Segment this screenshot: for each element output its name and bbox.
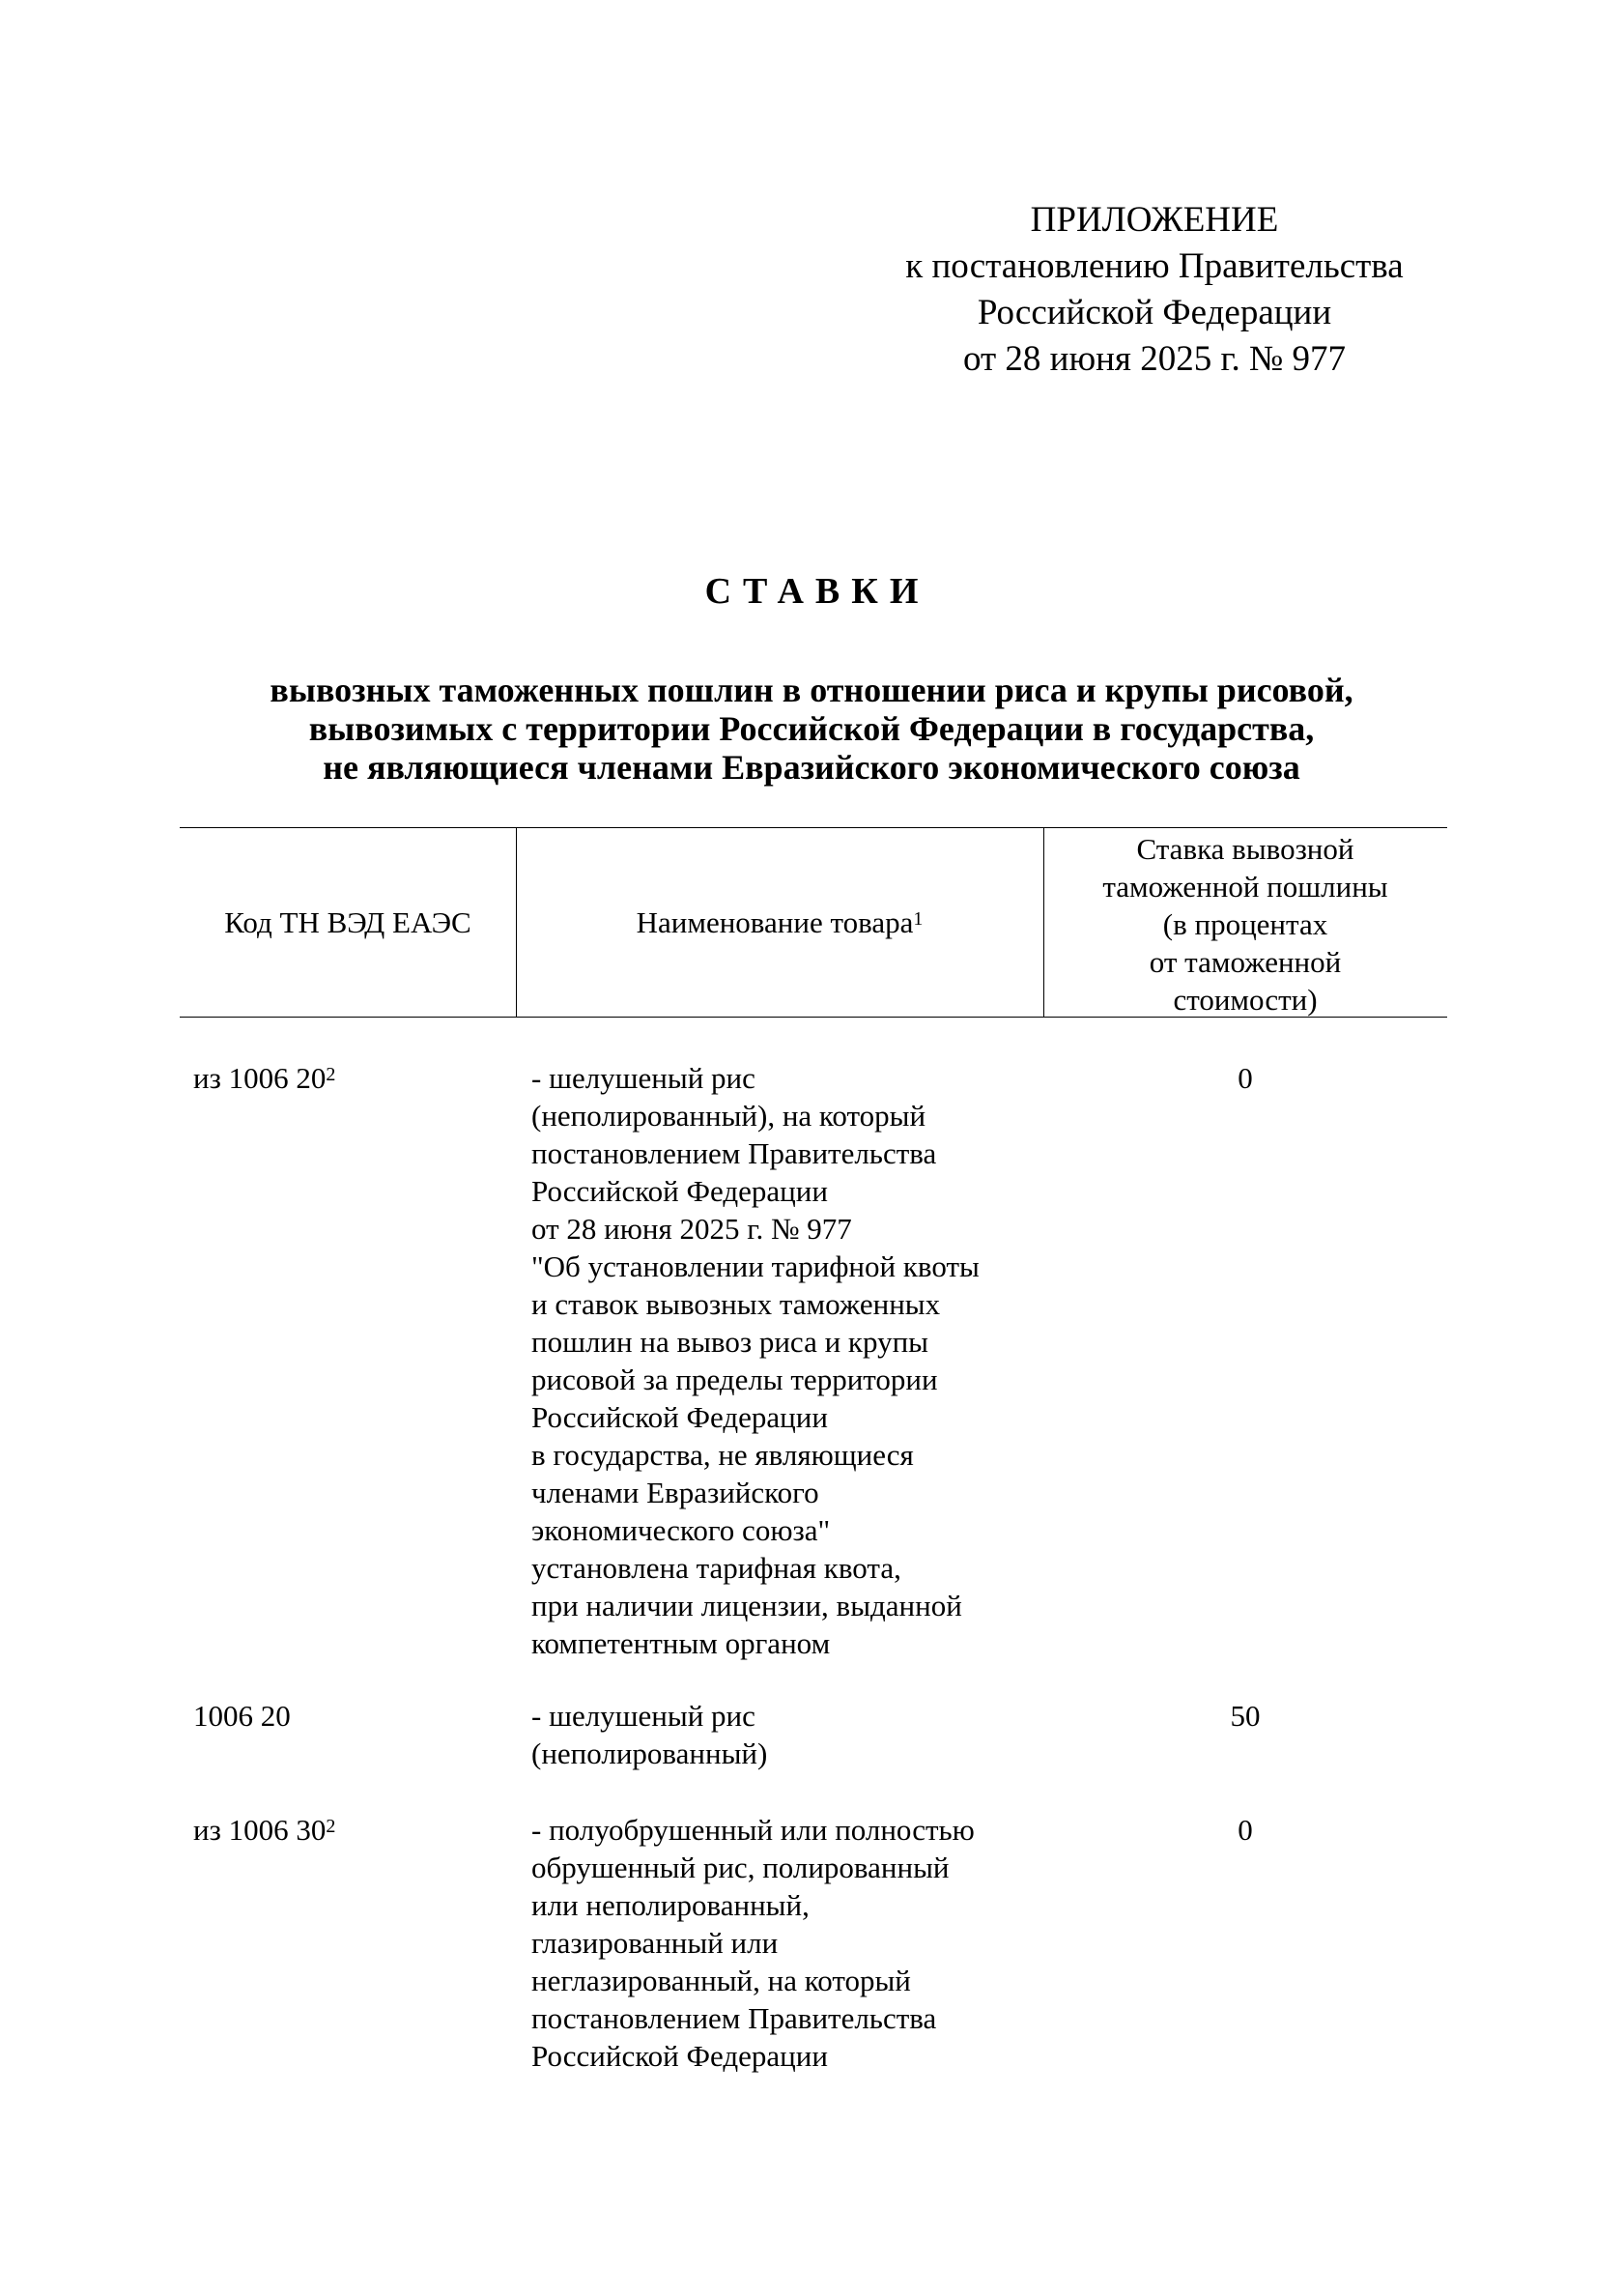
row-1-code bbox=[193, 1059, 335, 1097]
row-1-rate: 0 bbox=[1238, 1061, 1253, 1095]
row-code: 1006 20 bbox=[193, 1699, 291, 1733]
header-name-footnote: 1 bbox=[913, 908, 924, 930]
appendix-title: ПРИЛОЖЕНИЕ bbox=[1030, 200, 1279, 240]
header-rate-line: от таможенной bbox=[1149, 945, 1342, 979]
appendix-line: к постановлению Правительства bbox=[905, 246, 1404, 286]
row-3-rate: 0 bbox=[1238, 1813, 1253, 1847]
row-2-description: - шелушеный рис (неполированный) bbox=[531, 1699, 768, 1770]
document-subtitle: вывозных таможенных пошлин в отношении риса и крупы рисовой, вывозимых с территории Российской Федерации в государства, не являющиеся членами Евразийского экономического союза bbox=[270, 671, 1353, 787]
header-rate bbox=[1043, 830, 1447, 1019]
row-3-code bbox=[193, 1811, 335, 1849]
appendix-date: от 28 июня 2025 г. № 977 bbox=[963, 339, 1346, 379]
header-code bbox=[180, 904, 516, 941]
document-title: СТАВКИ bbox=[704, 571, 930, 612]
appendix-line: Российской Федерации bbox=[977, 293, 1332, 332]
row-1-description: - шелушеный рис (неполированный), на который постановлением Правительства Российской Федерации от 28 июня 2025 г. № 977 "Об установлении тарифной квоты и ставок вывозных таможенных пошлин на вывоз риса и крупы рисовой за пределы территории Российской Федерации в государства, не являющиеся членами Евразийского экономического союза" установлена тарифная квота, при наличии лицензии, выданной компетентным органом bbox=[531, 1061, 980, 1660]
row-code-footnote: 2 bbox=[326, 1816, 336, 1837]
header-code-label: Код ТН ВЭД ЕАЭС bbox=[224, 905, 471, 939]
row-3-description: - полуобрушенный или полностью обрушенный рис, полированный или неполированный, глазированный или неглазированный, на который постановлением Правительства Российской Федерации bbox=[531, 1813, 975, 2073]
header-rate-line: стоимости) bbox=[1173, 983, 1318, 1017]
row-2-code bbox=[193, 1697, 291, 1735]
document-title-block bbox=[135, 568, 1488, 787]
header-rate-line: (в процентах bbox=[1162, 907, 1328, 941]
header-name bbox=[516, 904, 1043, 941]
table-top-rule bbox=[180, 827, 1447, 828]
row-code-footnote: 2 bbox=[326, 1064, 336, 1085]
row-2-rate: 50 bbox=[1230, 1699, 1261, 1733]
header-rate-line: таможенной пошлины bbox=[1102, 870, 1388, 904]
appendix-header bbox=[850, 197, 1459, 383]
header-rate-line: Ставка вывозной bbox=[1136, 832, 1354, 866]
header-name-label: Наименование товара bbox=[636, 905, 914, 939]
row-code: из 1006 30 bbox=[193, 1813, 327, 1847]
row-code: из 1006 20 bbox=[193, 1061, 327, 1095]
